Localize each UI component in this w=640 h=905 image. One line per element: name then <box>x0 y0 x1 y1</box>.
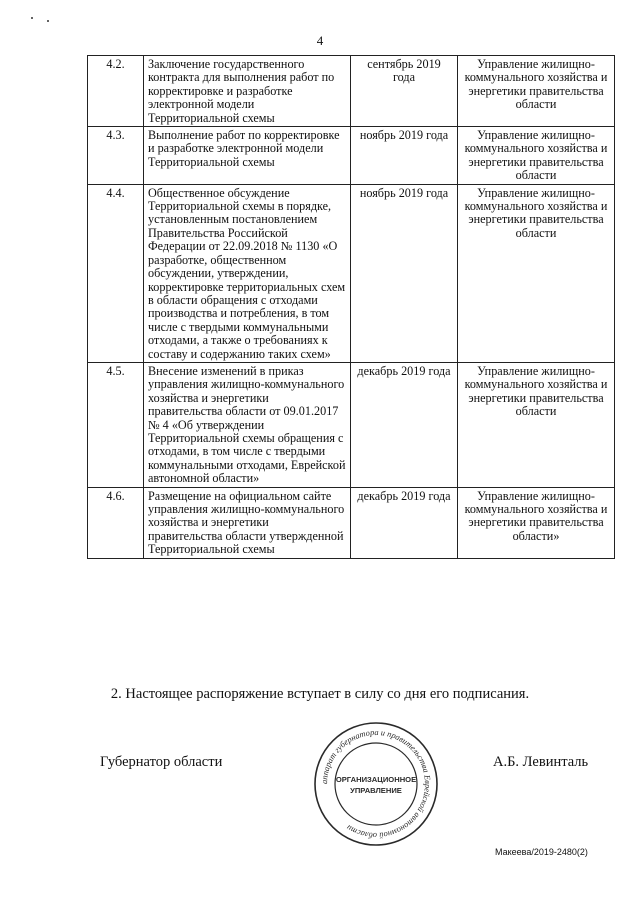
document-code: Макеева/2019-2480(2) <box>495 847 588 857</box>
row-responsible: Управление жилищно-коммунального хозяйства и энергетики правительства области <box>458 184 615 362</box>
row-activity: Заключение государственного контракта для выполнения работ по корректировке и разработке электронной модели Территориальной схемы <box>144 56 351 127</box>
table-row <box>88 362 615 487</box>
row-responsible: Управление жилищно-коммунального хозяйства и энергетики правительства области <box>458 362 615 487</box>
table-row <box>88 184 615 362</box>
stamp-inner-ring <box>335 743 417 825</box>
row-number: 4.5. <box>88 362 144 487</box>
table-row <box>88 487 615 558</box>
row-activity: Общественное обсуждение Территориальной схемы в порядке, установленным постановлением Правительства Российской Федерации от 22.09.2018 № 1130 «О разработке, общественном обсуждении, утверждении, корректировке территориальных схем в области обращения с отходами производства и потребления, в том числе с твердыми коммунальными отходами, а также о требованиях к составу и содержанию таких схем» <box>144 184 351 362</box>
row-deadline: декабрь 2019 года <box>351 362 458 487</box>
effective-date-paragraph: 2. Настоящее распоряжение вступает в силу со дня его подписания. <box>110 686 530 702</box>
row-activity: Внесение изменений в приказ управления жилищно-коммунального хозяйства и энергетики правительства области от 09.01.2017 № 4 «Об утверждении Территориальной схемы обращения с отходами, в том числе с твердыми коммунальными отходами, Еврейской автономной области» <box>144 362 351 487</box>
table-row <box>88 56 615 127</box>
official-stamp <box>312 720 440 848</box>
row-number: 4.2. <box>88 56 144 127</box>
stamp-ring-text: аппарат губернатора и правительства Еврейской автономной области <box>319 727 433 841</box>
row-number: 4.4. <box>88 184 144 362</box>
row-deadline: ноябрь 2019 года <box>351 127 458 185</box>
row-activity: Размещение на официальном сайте управления жилищно-коммунального хозяйства и энергетики правительства области утвержденной Территориальной схемы <box>144 487 351 558</box>
stamp-outer-ring <box>315 723 437 845</box>
row-responsible: Управление жилищно-коммунального хозяйства и энергетики правительства области <box>458 56 615 127</box>
scan-speck <box>31 17 33 19</box>
row-number: 4.6. <box>88 487 144 558</box>
stamp-center-line2: УПРАВЛЕНИЕ <box>350 786 402 795</box>
stamp-center-line1: ОРГАНИЗАЦИОННОЕ <box>335 775 417 784</box>
table-row <box>88 127 615 185</box>
row-number: 4.3. <box>88 127 144 185</box>
row-responsible: Управление жилищно-коммунального хозяйства и энергетики правительства области» <box>458 487 615 558</box>
scan-speck <box>47 20 49 22</box>
row-deadline: сентябрь 2019 года <box>351 56 458 127</box>
signatory-name: А.Б. Левинталь <box>493 754 589 770</box>
plan-table <box>87 55 615 559</box>
signatory-position: Губернатор области <box>100 754 223 770</box>
row-deadline: декабрь 2019 года <box>351 487 458 558</box>
row-activity: Выполнение работ по корректировке и разработке электронной модели Территориальной схемы <box>144 127 351 185</box>
row-responsible: Управление жилищно-коммунального хозяйства и энергетики правительства области <box>458 127 615 185</box>
row-deadline: ноябрь 2019 года <box>351 184 458 362</box>
page-number: 4 <box>316 33 324 48</box>
